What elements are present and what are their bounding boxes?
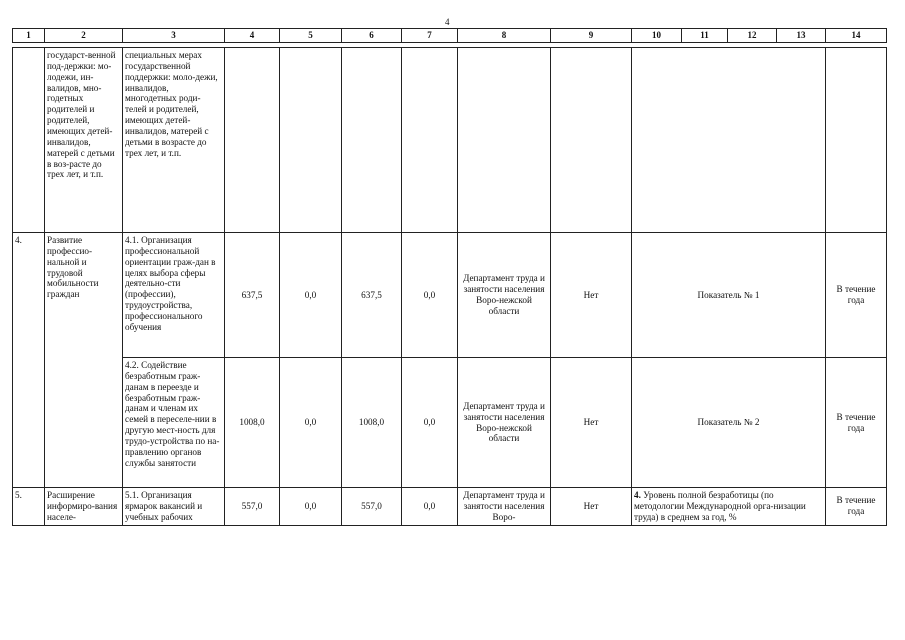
term-cell: В течение года [826, 358, 887, 488]
activity-detail-cell: 5.1. Организация ярмарок вакансий и учебных рабочих [123, 488, 225, 526]
executor-cell: Департамент труда и занятости населения Воро-нежской области [458, 233, 551, 358]
header-cell: 5 [280, 29, 342, 43]
header-cell: 4 [225, 29, 280, 43]
row-number: 5. [13, 488, 45, 526]
indicator-cell: Показатель № 1 [632, 233, 826, 358]
value-cell: 0,0 [280, 233, 342, 358]
executor-cell: Департамент труда и занятости населения Воро-нежской области [458, 358, 551, 488]
table-row [13, 358, 887, 488]
value-cell: 1008,0 [342, 358, 402, 488]
flag-cell: Нет [551, 233, 632, 358]
flag-cell: Нет [551, 488, 632, 526]
activity-detail-cell: 4.2. Содействие безработным граж-данам в переезде и безработным граж-данам и членам их семей в переселе-нии в другую мест-ность для трудо-устройства по на-правлению органов службы занятости [123, 358, 225, 488]
header-cell: 10 [632, 29, 682, 43]
value-cell: 0,0 [402, 233, 458, 358]
value-cell: 557,0 [342, 488, 402, 526]
activity-name-cell: государст-венной под-держки: мо-лодежи, ин-валидов, мно-годетных родителей и родителей, имеющих детей-инвалидов, матерей с детьми в воз-расте до трех лет, и т.п. [45, 48, 123, 233]
header-cell: 1 [13, 29, 45, 43]
flag-cell: Нет [551, 358, 632, 488]
term-cell: В течение года [826, 488, 887, 526]
term-cell: В течение года [826, 233, 887, 358]
table-row [13, 488, 887, 526]
header-cell: 9 [551, 29, 632, 43]
value-cell: 637,5 [225, 233, 280, 358]
executor-cell: Департамент труда и занятости населения Воро- [458, 488, 551, 526]
activity-detail-cell: специальных мерах государственной поддержки: моло-дежи, инвалидов, многодетных роди-телей и родителей, имеющих детей-инвалидов, матерей с детьми в возрасте до трех лет, и т.п. [123, 48, 225, 233]
value-cell: 1008,0 [225, 358, 280, 488]
header-cell: 7 [402, 29, 458, 43]
header-cell: 6 [342, 29, 402, 43]
activity-name-cell: Развитие профессио-нальной и трудовой мобильности граждан [45, 233, 123, 488]
value-cell: 0,0 [280, 358, 342, 488]
value-cell: 637,5 [342, 233, 402, 358]
header-row [13, 29, 887, 43]
header-cell: 2 [45, 29, 123, 43]
value-cell: 0,0 [402, 358, 458, 488]
header-cell: 12 [728, 29, 777, 43]
activity-detail-cell: 4.1. Организация профессиональной ориентации граж-дан в целях выбора сферы деятельно-сти (профессии), трудоустройства, профессионального обучения [123, 233, 225, 358]
activity-name-cell: Расширение информиро-вания населе- [45, 488, 123, 526]
indicator-cell [632, 488, 826, 526]
header-cell: 3 [123, 29, 225, 43]
value-cell: 0,0 [402, 488, 458, 526]
table-row [13, 233, 887, 358]
value-cell: 557,0 [225, 488, 280, 526]
indicator-text: Уровень полной безработицы (по методологии Международной орга-низации труда) в среднем за год, % [634, 490, 806, 522]
header-cell: 11 [682, 29, 728, 43]
header-cell: 8 [458, 29, 551, 43]
value-cell: 0,0 [280, 488, 342, 526]
indicator-cell: Показатель № 2 [632, 358, 826, 488]
header-cell: 13 [777, 29, 826, 43]
header-cell: 14 [826, 29, 887, 43]
row-number: 4. [13, 233, 45, 488]
table-row [13, 48, 887, 233]
page-number: 4 [445, 17, 450, 27]
indicator-number: 4. [634, 490, 641, 500]
program-table [12, 28, 887, 526]
